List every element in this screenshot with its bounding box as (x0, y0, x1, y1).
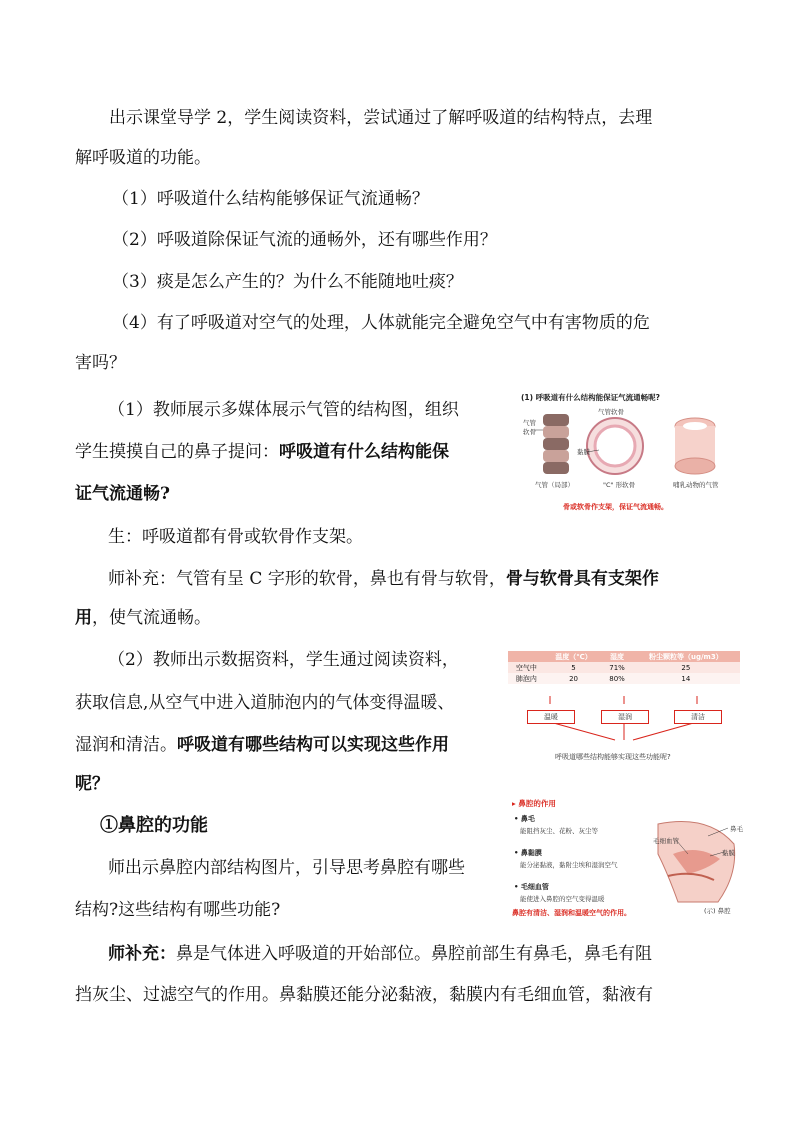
label-nasal-hair: 鼻毛 (730, 825, 743, 833)
table-cell: 5 (545, 662, 603, 673)
teacher-supplement-2-line-2: 挡灰尘、过滤空气的作用。鼻黏膜还能分泌黏液，黏膜内有毛细血管，黏液有 (75, 985, 653, 1005)
caption-mammal-trachea: 哺乳动物的气管 (673, 481, 719, 489)
section1-question-bold: 呼吸道有什么结构能保 (279, 442, 449, 462)
section2-line-1: （2）教师出示数据资料，学生通过阅读资料， (108, 650, 459, 670)
section1-line-1: （1）教师展示多媒体展示气管的结构图，组织 (108, 400, 459, 420)
section2-line-3-plain: 湿润和清洁。 (75, 735, 177, 755)
header-cell: 温度（℃） (545, 651, 603, 662)
nasal-item-3 (514, 882, 549, 892)
trachea-conclusion: 骨或软骨作支架，保证气流通畅。 (563, 503, 668, 511)
question-3: （3）痰是怎么产生的？为什么不能随地吐痰？ (112, 272, 463, 292)
teacher-supplement-1-line-2 (75, 600, 211, 636)
header-cell: 湿度 (602, 651, 631, 662)
intro-line-2: 解呼吸道的功能。 (75, 148, 211, 168)
nasal-cavity-heading: ①鼻腔的功能 (100, 815, 208, 836)
table-row (508, 662, 740, 673)
teacher-supplement-1-bold-2: 用 (75, 608, 92, 628)
table-cell: 71% (602, 662, 631, 673)
nasal-item-1 (514, 814, 535, 824)
teacher-supplement-2-bold: 师补充： (108, 944, 176, 964)
nasal-figure-title (512, 798, 556, 809)
teacher-supplement-2-line-1 (108, 936, 652, 972)
section1-line-2-plain: 学生摸摸自己的鼻子提问： (75, 442, 279, 462)
bullet-icon: • (514, 883, 521, 891)
box-moist: 湿润 (601, 710, 649, 724)
teacher-supplement-1-plain-2: ，使气流通畅。 (92, 608, 211, 628)
table-cell: 20 (545, 673, 603, 684)
mammal-trachea-illustration (675, 418, 715, 474)
nasal-item-1-label: 鼻毛 (520, 815, 535, 823)
nasal-figure-title-text: 鼻腔的作用 (518, 799, 556, 808)
trachea-illustrations (515, 404, 725, 504)
nasal-item-1-desc: 能阻挡灰尘、花粉、灰尘等 (520, 827, 598, 835)
teacher-supplement-1-line-1 (108, 561, 659, 597)
section3-line-2: 结构?这些结构有哪些功能? (75, 900, 281, 920)
nasal-cross-section-illustration (648, 814, 740, 906)
question-1: （1）呼吸道什么结构能够保证气流通畅？ (112, 189, 429, 209)
bullet-icon: • (514, 815, 521, 823)
nasal-item-2-label: 鼻黏膜 (520, 849, 542, 857)
teacher-supplement-1-plain: 师补充：气管有呈 C 字形的软骨，鼻也有骨与软骨， (108, 569, 506, 589)
triangle-bullet-icon: ▸ (512, 799, 519, 808)
nasal-item-2 (514, 848, 542, 858)
label-mucosa: 黏膜 (577, 448, 590, 456)
student-answer: 生：呼吸道都有骨或软骨作支架。 (108, 527, 363, 547)
nasal-item-3-label: 毛细血管 (520, 883, 549, 891)
question-4-line-1: （4）有了呼吸道对空气的处理，人体就能完全避免空气中有害物质的危 (112, 313, 650, 333)
label-capillary: 毛细血管 (653, 837, 679, 845)
section3-line-1: 师出示鼻腔内部结构图片，引导思考鼻腔有哪些 (108, 858, 465, 878)
section1-line-3: 证气流通畅? (75, 484, 170, 504)
caption-c-cartilage: "C" 形软骨 (603, 481, 636, 489)
trachea-figure (515, 390, 725, 518)
label-nasal-mucosa: 黏膜 (722, 849, 735, 857)
air-data-question: 呼吸道哪些结构能够实现这些功能呢? (555, 753, 671, 761)
c-cartilage-illustration (587, 418, 643, 474)
nasal-cavity-figure (508, 796, 743, 918)
label-trachea: 气管 (523, 419, 536, 427)
nasal-conclusion: 鼻腔有清洁、湿润和温暖空气的作用。 (512, 909, 631, 917)
question-4-line-2: 害吗？ (75, 353, 126, 373)
header-cell: 粉尘颗粒等（ug/m3） (632, 651, 740, 662)
header-cell (508, 651, 545, 662)
section2-line-3 (75, 727, 449, 763)
label-tracheal-cartilage: 气管软骨 (598, 408, 624, 416)
air-data-table (508, 651, 740, 684)
caption-trachea-local: 气管（局部） (535, 481, 574, 489)
nasal-item-3-desc: 能使进入鼻腔的空气变得温暖 (520, 895, 605, 903)
bullet-icon: • (514, 849, 521, 857)
trachea-figure-title: (1) 呼吸道有什么结构能保证气流通畅呢? (521, 393, 661, 402)
section2-line-4: 呢？ (75, 774, 109, 794)
section2-line-2: 获取信息,从空气中进入道肺泡内的气体变得温暖、 (75, 693, 455, 713)
question-2: （2）呼吸道除保证气流的通畅外，还有哪些作用？ (112, 230, 497, 250)
table-cell: 80% (602, 673, 631, 684)
teacher-supplement-1-bold: 骨与软骨具有支架作 (505, 569, 659, 589)
section2-question-bold: 呼吸道有哪些结构可以实现这些作用 (177, 735, 449, 755)
box-clean: 清洁 (674, 710, 722, 724)
intro-line-1: 出示课堂导学 2，学生阅读资料，尝试通过了解呼吸道的结构特点，去理 (109, 108, 653, 128)
teacher-supplement-2-plain: 鼻是气体进入呼吸道的开始部位。鼻腔前部生有鼻毛，鼻毛有阻 (176, 944, 652, 964)
table-cell: 25 (632, 662, 740, 673)
section1-line-2 (75, 434, 449, 470)
table-cell: 空气中 (508, 662, 545, 673)
box-warm: 温暖 (527, 710, 575, 724)
table-cell: 肺泡内 (508, 673, 545, 684)
nasal-caption: (示) 鼻腔 (704, 907, 731, 915)
nasal-item-2-desc: 能分泌黏液，黏附尘埃和湿润空气 (520, 861, 618, 869)
table-cell: 14 (632, 673, 740, 684)
air-data-header-row (508, 651, 740, 662)
air-data-figure (505, 648, 743, 766)
label-cartilage: 软骨 (523, 428, 536, 436)
table-row (508, 673, 740, 684)
trachea-segment-illustration (535, 414, 569, 474)
